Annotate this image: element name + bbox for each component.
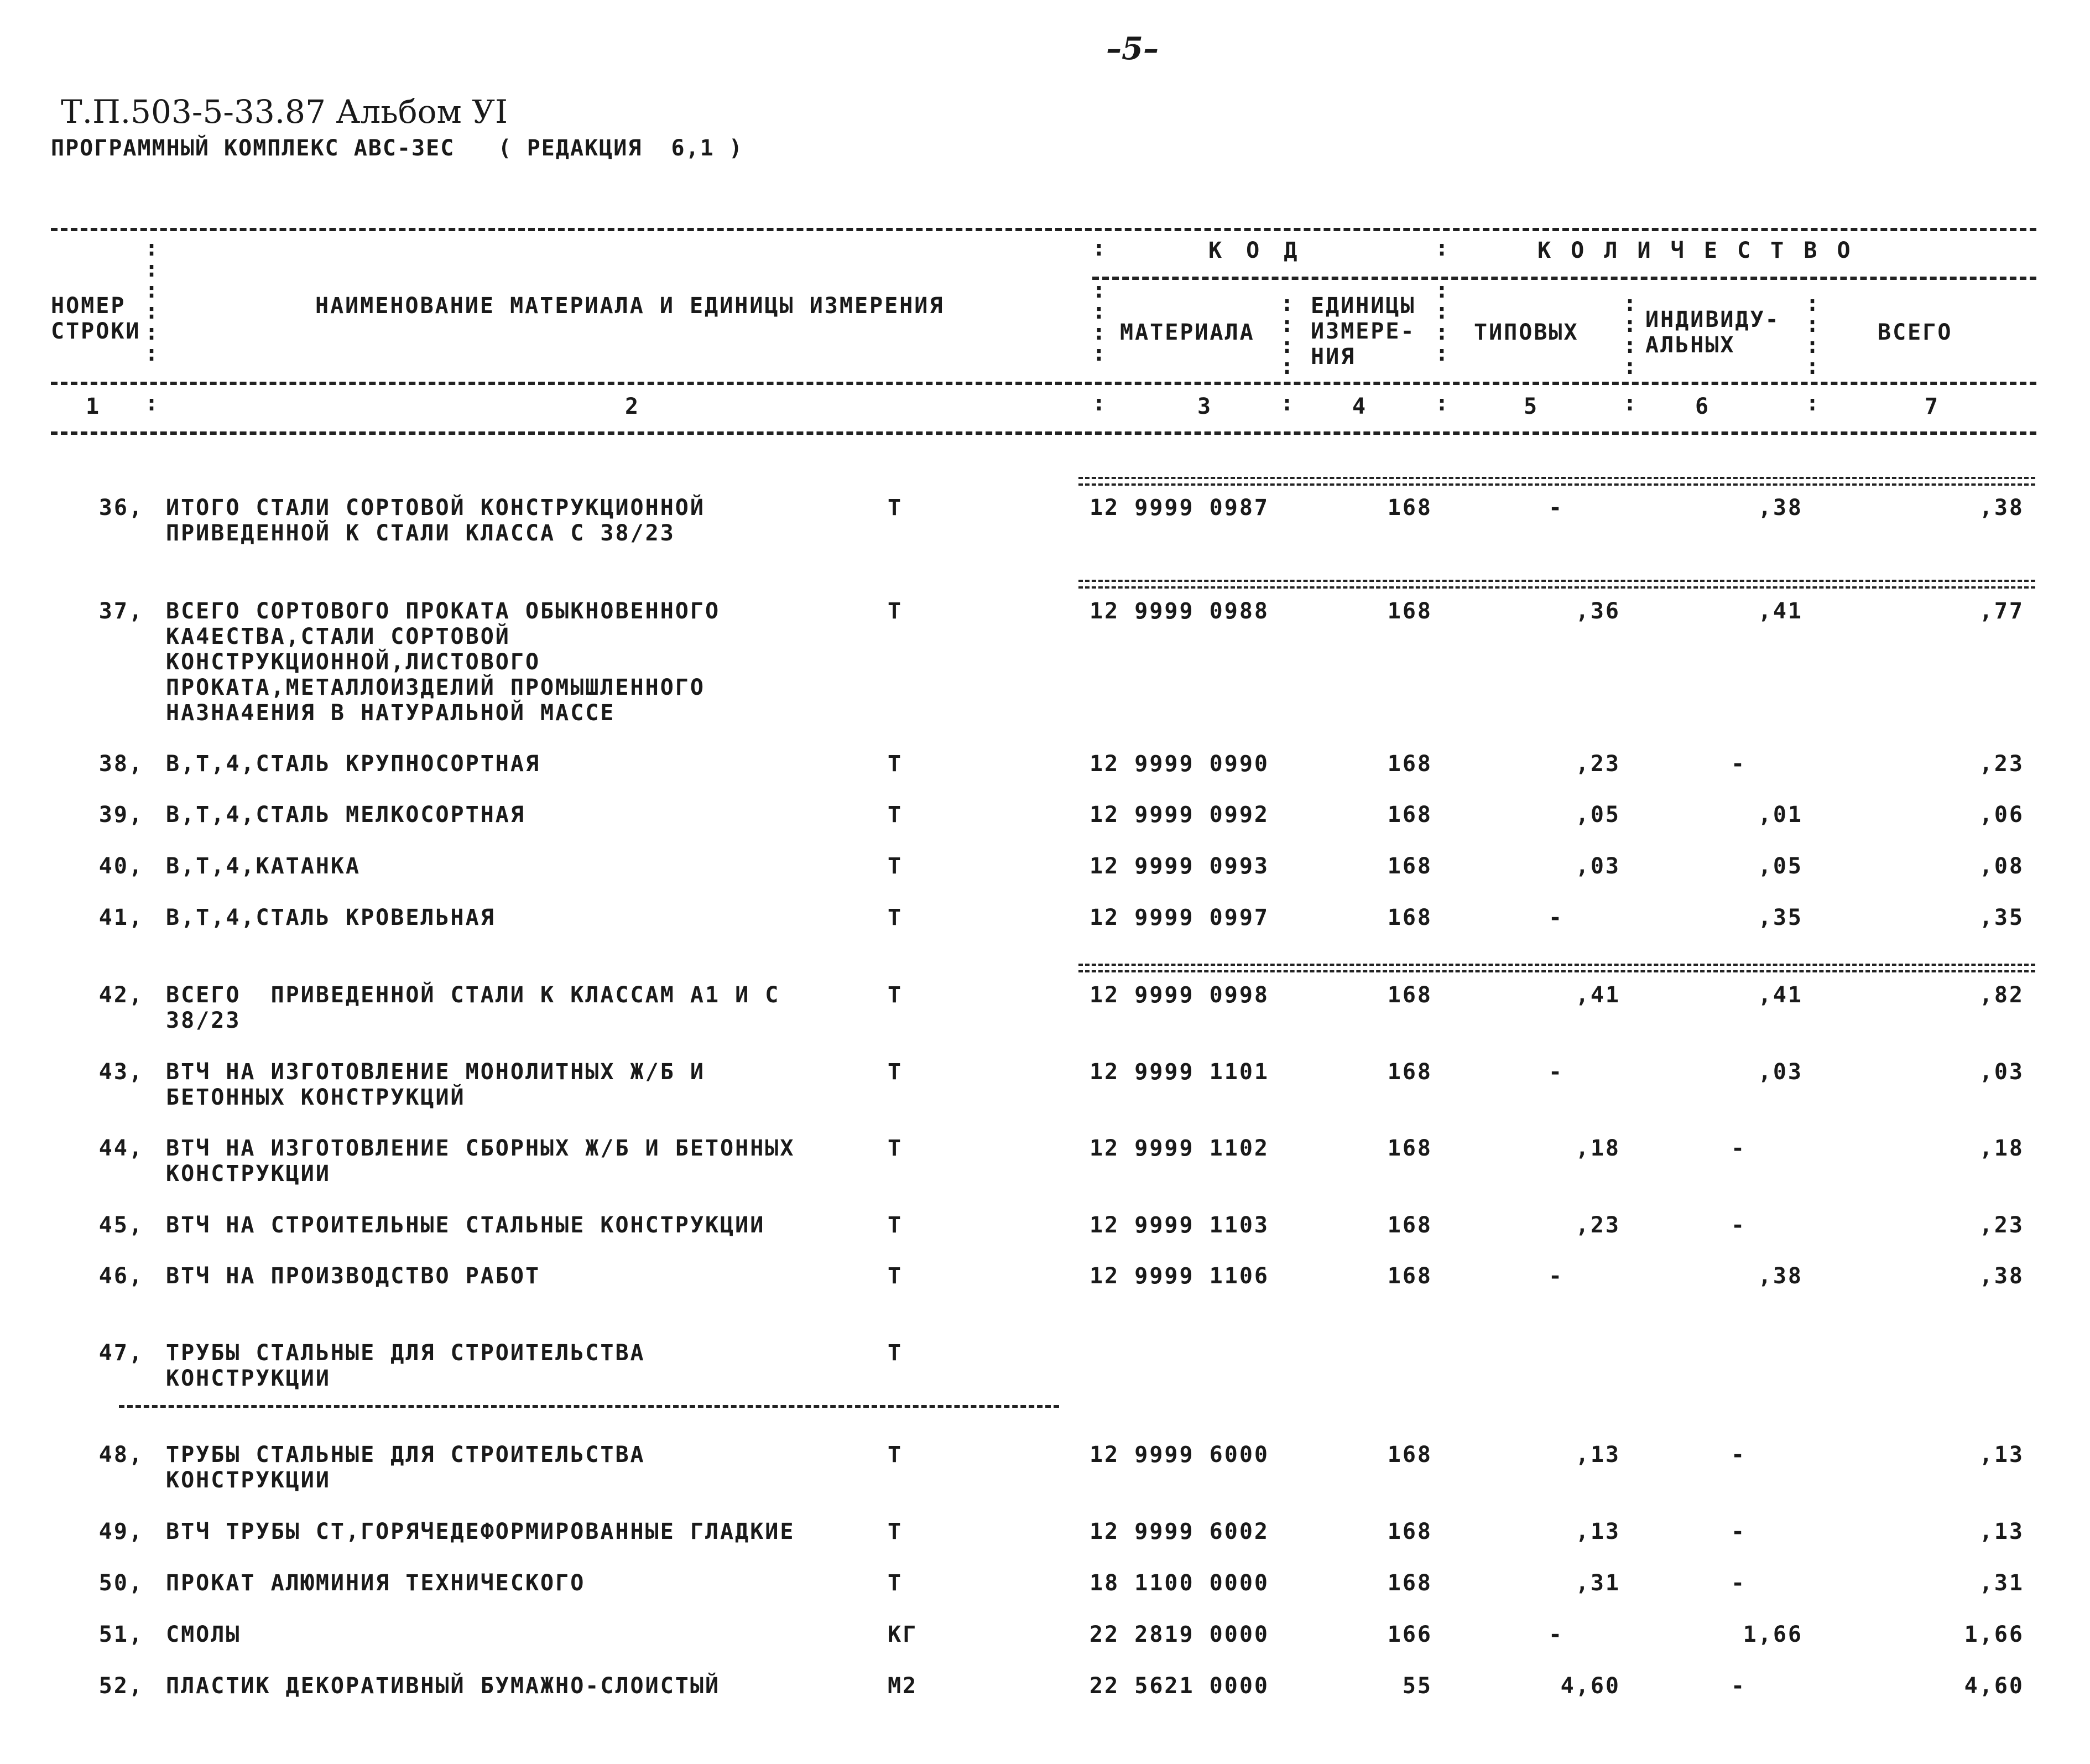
col-number-2: 2 <box>625 394 640 419</box>
material-name: ВТЧ НА ИЗГОТОВЛЕНИЕ МОНОЛИТНЫХ Ж/Б И БЕТОННЫХ КОНСТРУКЦИЙ <box>166 1059 705 1110</box>
unit-code: 168 <box>1387 1136 1432 1161</box>
row-number: 41, <box>98 905 144 930</box>
col-number-6: 6 <box>1695 394 1711 419</box>
material-code: 12 9999 1102 <box>1090 1136 1269 1161</box>
material-code: 18 1100 0000 <box>1090 1570 1269 1596</box>
header-quantity-group: К О Л И Ч Е С Т В О <box>1537 238 1854 263</box>
unit-name: Т <box>888 1136 903 1161</box>
qty-individual: - <box>1731 1519 1747 1544</box>
header-material-name: НАИМЕНОВАНИЕ МАТЕРИАЛА И ЕДИНИЦЫ ИЗМЕРЕНИЯ <box>315 293 945 319</box>
material-code: 12 9999 1103 <box>1090 1213 1269 1238</box>
material-code: 12 9999 6002 <box>1090 1519 1269 1544</box>
qty-individual: - <box>1731 1442 1747 1468</box>
unit-name: Т <box>888 1059 903 1085</box>
unit-code: 168 <box>1387 1213 1432 1238</box>
qty-total: ,13 <box>1979 1442 2024 1468</box>
header-unit-code: ЕДИНИЦЫ ИЗМЕРЕ- НИЯ <box>1311 293 1416 370</box>
qty-typical: ,23 <box>1575 1213 1620 1238</box>
col-sep-6: : : : : <box>1806 291 1820 379</box>
unit-code: 168 <box>1387 802 1432 828</box>
header-row-number: НОМЕР СТРОКИ <box>51 293 141 344</box>
unit-code: 168 <box>1387 751 1432 777</box>
material-name: В,Т,4,КАТАНКА <box>166 854 361 879</box>
unit-name: Т <box>888 802 903 828</box>
col-sep-num-2: : <box>1092 391 1106 416</box>
material-name: СМОЛЫ <box>166 1622 241 1647</box>
qty-individual: - <box>1731 1136 1747 1161</box>
material-name: ВТЧ НА ПРОИЗВОДСТВО РАБОТ <box>166 1263 541 1289</box>
col-sep-num-4: : <box>1435 391 1449 416</box>
section-rule <box>1078 477 2035 486</box>
qty-typical: ,13 <box>1575 1442 1620 1468</box>
material-code: 12 9999 0990 <box>1090 751 1269 777</box>
section-rule <box>1078 964 2035 972</box>
col-number-7: 7 <box>1925 394 1940 419</box>
col-sep-num-1: : <box>145 391 159 416</box>
row-number: 51, <box>98 1622 144 1647</box>
subsection-rule <box>119 1405 1059 1408</box>
qty-typical: - <box>1549 905 1564 930</box>
unit-code: 168 <box>1387 1059 1432 1085</box>
qty-individual: - <box>1731 1570 1747 1596</box>
qty-total: ,03 <box>1979 1059 2024 1085</box>
qty-individual: 1,66 <box>1743 1622 1803 1647</box>
unit-name: Т <box>888 854 903 879</box>
qty-total: ,82 <box>1979 982 2024 1008</box>
material-name: В,Т,4,СТАЛЬ МЕЛКОСОРТНАЯ <box>166 802 525 828</box>
qty-individual: ,01 <box>1758 802 1803 828</box>
unit-name: М2 <box>888 1673 918 1699</box>
header-individual: ИНДИВИДУ- АЛЬНЫХ <box>1645 307 1780 358</box>
material-name: ПЛАСТИК ДЕКОРАТИВНЫЙ БУМАЖНО-СЛОИСТЫЙ <box>166 1673 721 1699</box>
unit-code: 168 <box>1387 982 1432 1008</box>
material-code: 12 9999 0997 <box>1090 905 1269 930</box>
qty-total: ,06 <box>1979 802 2024 828</box>
col-number-3: 3 <box>1197 394 1213 419</box>
header-total: ВСЕГО <box>1878 320 1953 345</box>
material-code: 12 9999 6000 <box>1090 1442 1269 1468</box>
row-number: 50, <box>98 1570 144 1596</box>
unit-name: Т <box>888 1519 903 1544</box>
unit-code: 168 <box>1387 854 1432 879</box>
qty-typical: ,31 <box>1575 1570 1620 1596</box>
section-rule <box>1078 580 2035 589</box>
qty-typical: - <box>1549 1263 1564 1289</box>
unit-name: Т <box>888 1263 903 1289</box>
row-number: 37, <box>98 599 144 624</box>
qty-total: 4,60 <box>1964 1673 2024 1699</box>
unit-name: Т <box>888 1340 903 1366</box>
material-code: 12 9999 0998 <box>1090 982 1269 1008</box>
header-top-rule <box>51 228 2036 231</box>
material-code: 12 9999 0993 <box>1090 854 1269 879</box>
qty-total: ,38 <box>1979 495 2024 521</box>
material-name: ТРУБЫ СТАЛЬНЫЕ ДЛЯ СТРОИТЕЛЬСТВА КОНСТРУКЦИИ <box>166 1340 645 1391</box>
qty-total: ,35 <box>1979 905 2024 930</box>
qty-typical: ,36 <box>1575 599 1620 624</box>
qty-individual: ,35 <box>1758 905 1803 930</box>
page-number: –5– <box>1106 30 1159 67</box>
qty-total: ,23 <box>1979 751 2024 777</box>
material-code: 12 9999 0987 <box>1090 495 1269 521</box>
header-group-rule <box>1092 277 2036 280</box>
qty-individual: - <box>1731 751 1747 777</box>
material-name: ИТОГО СТАЛИ СОРТОВОЙ КОНСТРУКЦИОННОЙ ПРИВЕДЕННОЙ К СТАЛИ КЛАССА С 38/23 <box>166 495 705 546</box>
col-sep-num-3: : <box>1280 391 1294 416</box>
qty-individual: ,38 <box>1758 495 1803 521</box>
row-number: 44, <box>98 1136 144 1161</box>
unit-code: 168 <box>1387 1442 1432 1468</box>
qty-total: 1,66 <box>1964 1622 2024 1647</box>
row-number: 38, <box>98 751 144 777</box>
document-title: Т.П.503-5-33.87 Альбом УI <box>61 93 508 131</box>
material-code: 22 2819 0000 <box>1090 1622 1269 1647</box>
col-sep-3: : : : : <box>1280 291 1294 379</box>
material-code: 12 9999 1106 <box>1090 1263 1269 1289</box>
unit-name: Т <box>888 905 903 930</box>
qty-individual: ,38 <box>1758 1263 1803 1289</box>
material-name: ВТЧ ТРУБЫ СТ,ГОРЯЧЕДЕФОРМИРОВАННЫЕ ГЛАДКИЕ <box>166 1519 795 1544</box>
unit-code: 168 <box>1387 599 1432 624</box>
header-typical: ТИПОВЫХ <box>1474 320 1579 345</box>
material-name: В,Т,4,СТАЛЬ КРУПНОСОРТНАЯ <box>166 751 541 777</box>
qty-individual: - <box>1731 1213 1747 1238</box>
qty-typical: ,18 <box>1575 1136 1620 1161</box>
unit-name: Т <box>888 599 903 624</box>
program-line: ПРОГРАММНЫЙ КОМПЛЕКС АВС-3ЕС ( РЕДАКЦИЯ 6,1 ) <box>51 136 743 161</box>
unit-name: КГ <box>888 1622 918 1647</box>
row-number: 40, <box>98 854 144 879</box>
qty-total: ,77 <box>1979 599 2024 624</box>
qty-individual: ,05 <box>1758 854 1803 879</box>
row-number: 45, <box>98 1213 144 1238</box>
unit-code: 168 <box>1387 1570 1432 1596</box>
unit-name: Т <box>888 1442 903 1468</box>
header-mid-rule <box>51 382 2036 385</box>
unit-code: 168 <box>1387 1263 1432 1289</box>
row-number: 48, <box>98 1442 144 1468</box>
unit-code: 55 <box>1402 1673 1432 1699</box>
row-number: 47, <box>98 1340 144 1366</box>
unit-code: 168 <box>1387 905 1432 930</box>
material-code: 12 9999 0992 <box>1090 802 1269 828</box>
row-number: 46, <box>98 1263 144 1289</box>
header-code-group: К О Д <box>1208 238 1303 263</box>
col-number-4: 4 <box>1352 394 1368 419</box>
material-code: 22 5621 0000 <box>1090 1673 1269 1699</box>
qty-typical: ,05 <box>1575 802 1620 828</box>
qty-individual: - <box>1731 1673 1747 1699</box>
material-name: ВСЕГО СОРТОВОГО ПРОКАТА ОБЫКНОВЕННОГО КА4ЕСТВА,СТАЛИ СОРТОВОЙ КОНСТРУКЦИОННОЙ,ЛИСТОВОГО ПРОКАТА,МЕТАЛЛОИЗДЕЛИЙ ПРОМЫШЛЕННОГО НАЗНА4ЕНИЯ В НАТУРАЛЬНОЙ МАССЕ <box>166 599 721 726</box>
row-number: 36, <box>98 495 144 521</box>
row-number: 39, <box>98 802 144 828</box>
col-sep-4: : : : : : <box>1435 236 1449 366</box>
material-code: 12 9999 1101 <box>1090 1059 1269 1085</box>
unit-name: Т <box>888 982 903 1008</box>
qty-total: ,23 <box>1979 1213 2024 1238</box>
col-number-1: 1 <box>86 394 101 419</box>
qty-typical: ,23 <box>1575 751 1620 777</box>
qty-typical: ,41 <box>1575 982 1620 1008</box>
col-sep-2: : : : : : <box>1092 236 1106 366</box>
unit-code: 168 <box>1387 495 1432 521</box>
unit-code: 168 <box>1387 1519 1432 1544</box>
qty-typical: - <box>1549 495 1564 521</box>
qty-individual: ,41 <box>1758 982 1803 1008</box>
unit-code: 166 <box>1387 1622 1432 1647</box>
qty-typical: ,13 <box>1575 1519 1620 1544</box>
qty-typical: - <box>1549 1059 1564 1085</box>
col-sep-1: : : : : : : <box>145 236 159 366</box>
qty-total: ,18 <box>1979 1136 2024 1161</box>
col-number-5: 5 <box>1524 394 1539 419</box>
material-name: ВТЧ НА ИЗГОТОВЛЕНИЕ СБОРНЫХ Ж/Б И БЕТОННЫХ КОНСТРУКЦИИ <box>166 1136 795 1187</box>
qty-total: ,31 <box>1979 1570 2024 1596</box>
col-sep-num-5: : <box>1623 391 1637 416</box>
unit-name: Т <box>888 751 903 777</box>
qty-individual: ,03 <box>1758 1059 1803 1085</box>
qty-individual: ,41 <box>1758 599 1803 624</box>
material-name: В,Т,4,СТАЛЬ КРОВЕЛЬНАЯ <box>166 905 496 930</box>
col-sep-5: : : : : <box>1623 291 1637 379</box>
qty-typical: ,03 <box>1575 854 1620 879</box>
material-name: ТРУБЫ СТАЛЬНЫЕ ДЛЯ СТРОИТЕЛЬСТВА КОНСТРУКЦИИ <box>166 1442 645 1493</box>
header-material-code: МАТЕРИАЛА <box>1120 320 1255 345</box>
material-code: 12 9999 0988 <box>1090 599 1269 624</box>
material-name: ПРОКАТ АЛЮМИНИЯ ТЕХНИЧЕСКОГО <box>166 1570 586 1596</box>
row-number: 43, <box>98 1059 144 1085</box>
unit-name: Т <box>888 1570 903 1596</box>
qty-typical: - <box>1549 1622 1564 1647</box>
row-number: 49, <box>98 1519 144 1544</box>
qty-total: ,13 <box>1979 1519 2024 1544</box>
col-sep-num-6: : <box>1806 391 1820 416</box>
material-name: ВТЧ НА СТРОИТЕЛЬНЫЕ СТАЛЬНЫЕ КОНСТРУКЦИИ <box>166 1213 765 1238</box>
row-number: 42, <box>98 982 144 1008</box>
unit-name: Т <box>888 495 903 521</box>
material-name: ВСЕГО ПРИВЕДЕННОЙ СТАЛИ К КЛАССАМ А1 И С 38/23 <box>166 982 780 1033</box>
header-bottom-rule <box>51 431 2036 435</box>
row-number: 52, <box>98 1673 144 1699</box>
qty-total: ,08 <box>1979 854 2024 879</box>
unit-name: Т <box>888 1213 903 1238</box>
qty-total: ,38 <box>1979 1263 2024 1289</box>
qty-typical: 4,60 <box>1560 1673 1620 1699</box>
